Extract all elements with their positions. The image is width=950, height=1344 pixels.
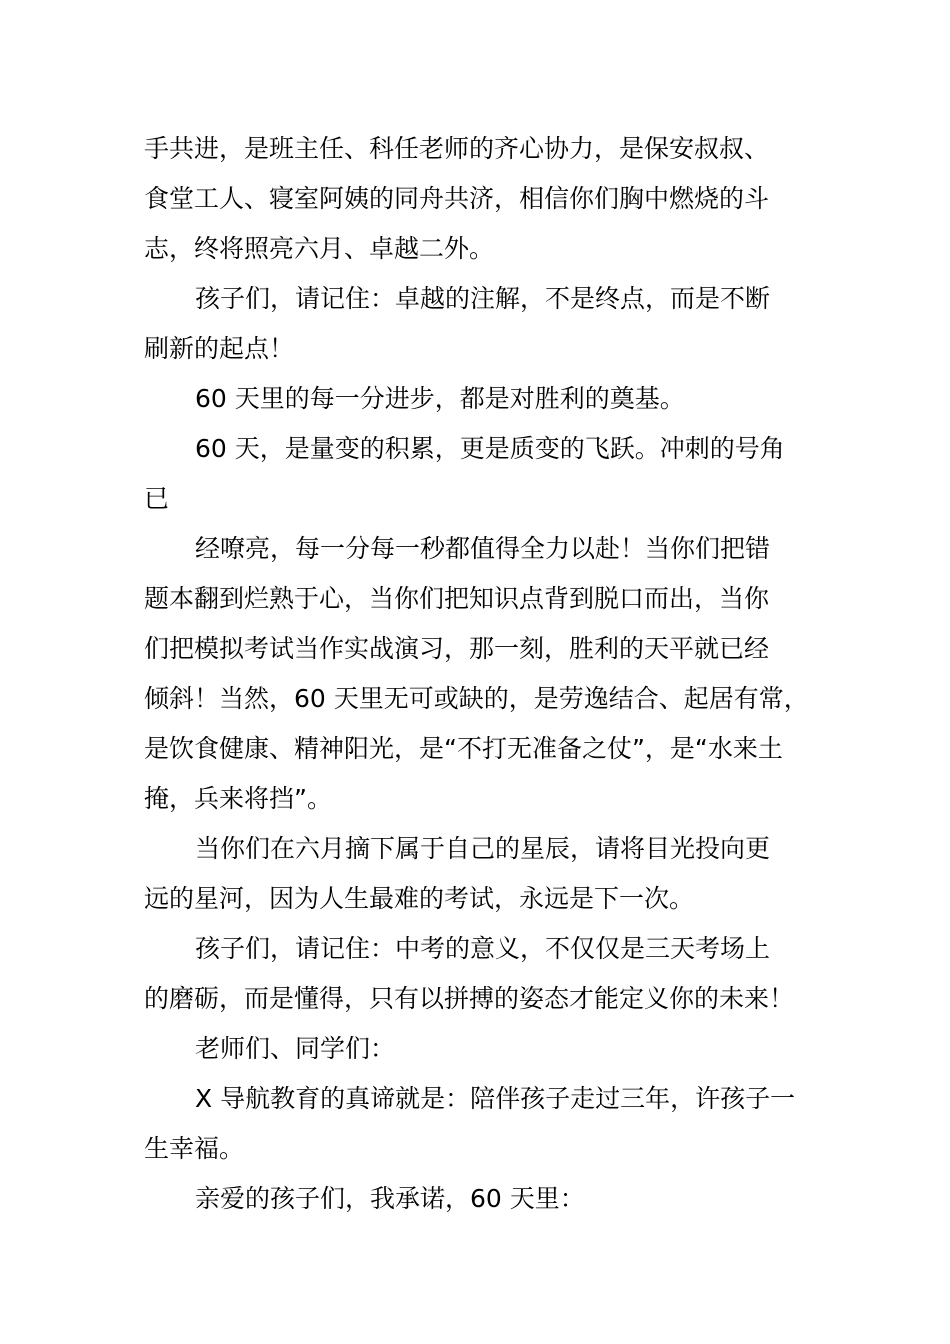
text-line: 们把模拟考试当作实战演习，那一刻，胜利的天平就已经 [144, 634, 770, 663]
text-line: 已 [144, 484, 170, 513]
paragraph-start-line: 60 天，是量变的积累，更是质变的飞跃。冲刺的号角 [195, 434, 785, 463]
paragraph-start-line: 孩子们，请记住：卓越的注解，不是终点，而是不断 [195, 284, 771, 313]
paragraph-start-line: 当你们在六月摘下属于自己的星辰，请将目光投向更 [195, 834, 771, 863]
paragraph-start-line: 经嘹亮，每一分每一秒都值得全力以赴！当你们把错 [195, 534, 771, 563]
paragraph-start-line: 亲爱的孩子们，我承诺，60 天里： [195, 1184, 585, 1213]
text-line: 的磨砺，而是懂得，只有以拼搏的姿态才能定义你的未来！ [144, 984, 795, 1013]
text-line: 题本翻到烂熟于心，当你们把知识点背到脱口而出，当你 [144, 584, 770, 613]
paragraph-start-line: X 导航教育的真谛就是：陪伴孩子走过三年，许孩子一 [195, 1084, 796, 1113]
paragraph-start-line: 孩子们，请记住：中考的意义，不仅仅是三天考场上 [195, 934, 771, 963]
text-line: 志，终将照亮六月、卓越二外。 [144, 234, 495, 263]
paragraph-start-line: 老师们、同学们： [195, 1034, 396, 1063]
text-line: 掩，兵来将挡”。 [144, 784, 332, 813]
text-line: 食堂工人、寝室阿姨的同舟共济，相信你们胸中燃烧的斗 [144, 184, 770, 213]
text-line: 手共进，是班主任、科任老师的齐心协力，是保安叔叔、 [144, 134, 770, 163]
text-line: 是饮食健康、精神阳光，是“不打无准备之仗”，是“水来土 [144, 734, 783, 763]
paragraph-start-line: 60 天里的每一分进步，都是对胜利的奠基。 [195, 384, 685, 413]
text-line: 远的星河，因为人生最难的考试，永远是下一次。 [144, 884, 695, 913]
text-line: 倾斜！当然，60 天里无可或缺的，是劳逸结合、起居有常， [144, 684, 809, 713]
text-line: 刷新的起点！ [144, 334, 295, 363]
text-line: 生幸福。 [144, 1134, 245, 1163]
